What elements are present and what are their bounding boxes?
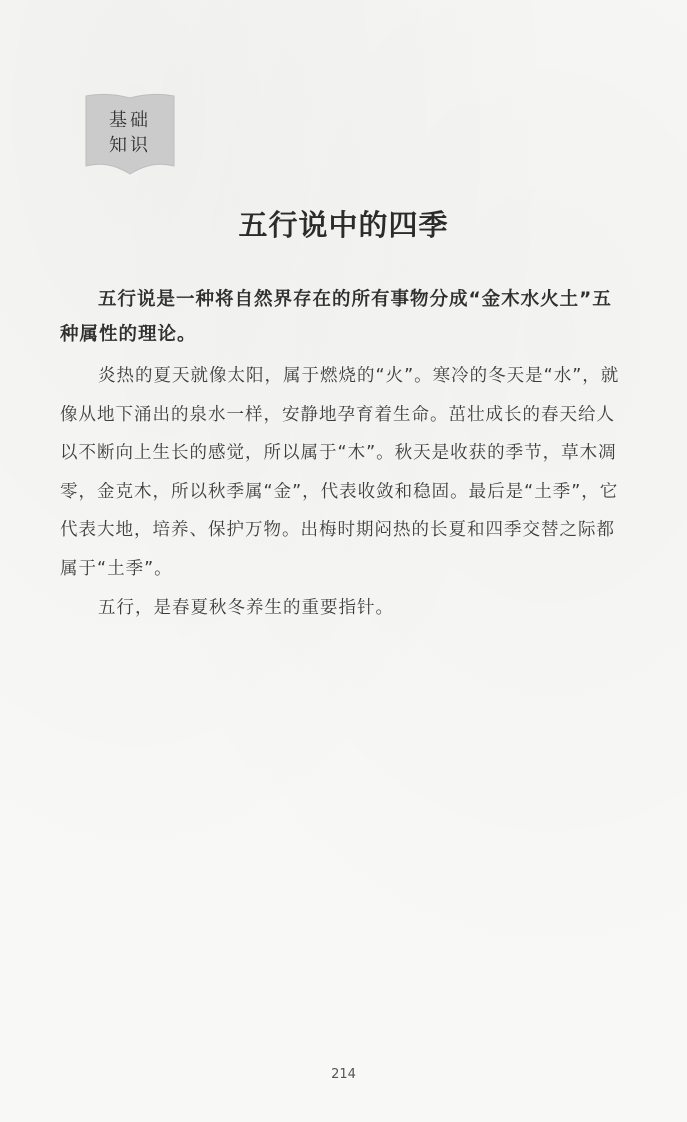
body-paragraph-1: 炎热的夏天就像太阳，属于燃烧的“火”。寒冷的冬天是“水”，就像从地下涌出的泉水一样，安静地孕育着生命。茁壮成长的春天给人以不断向上生长的感觉，所以属于“木”。秋天是收获的季节，草木凋零，金克木，所以秋季属“金”，代表收敛和稳固。最后是“土季”，它代表大地，培养、保护万物。出梅时期闷热的长夏和四季交替之际都属于“土季”。 xyxy=(60,366,620,579)
page-title: 五行说中的四季 xyxy=(238,208,449,242)
badge-label xyxy=(82,108,178,158)
page-number: 214 xyxy=(331,1067,356,1082)
badge-line-1: 基础 xyxy=(109,110,151,131)
badge-line-2: 知识 xyxy=(109,135,151,156)
lead-paragraph: 五行说是一种将自然界存在的所有事物分成“金木水火土”五种属性的理论。 xyxy=(60,289,612,345)
body-paragraph-2: 五行，是春夏秋冬养生的重要指针。 xyxy=(98,598,394,618)
section-badge xyxy=(82,92,178,178)
